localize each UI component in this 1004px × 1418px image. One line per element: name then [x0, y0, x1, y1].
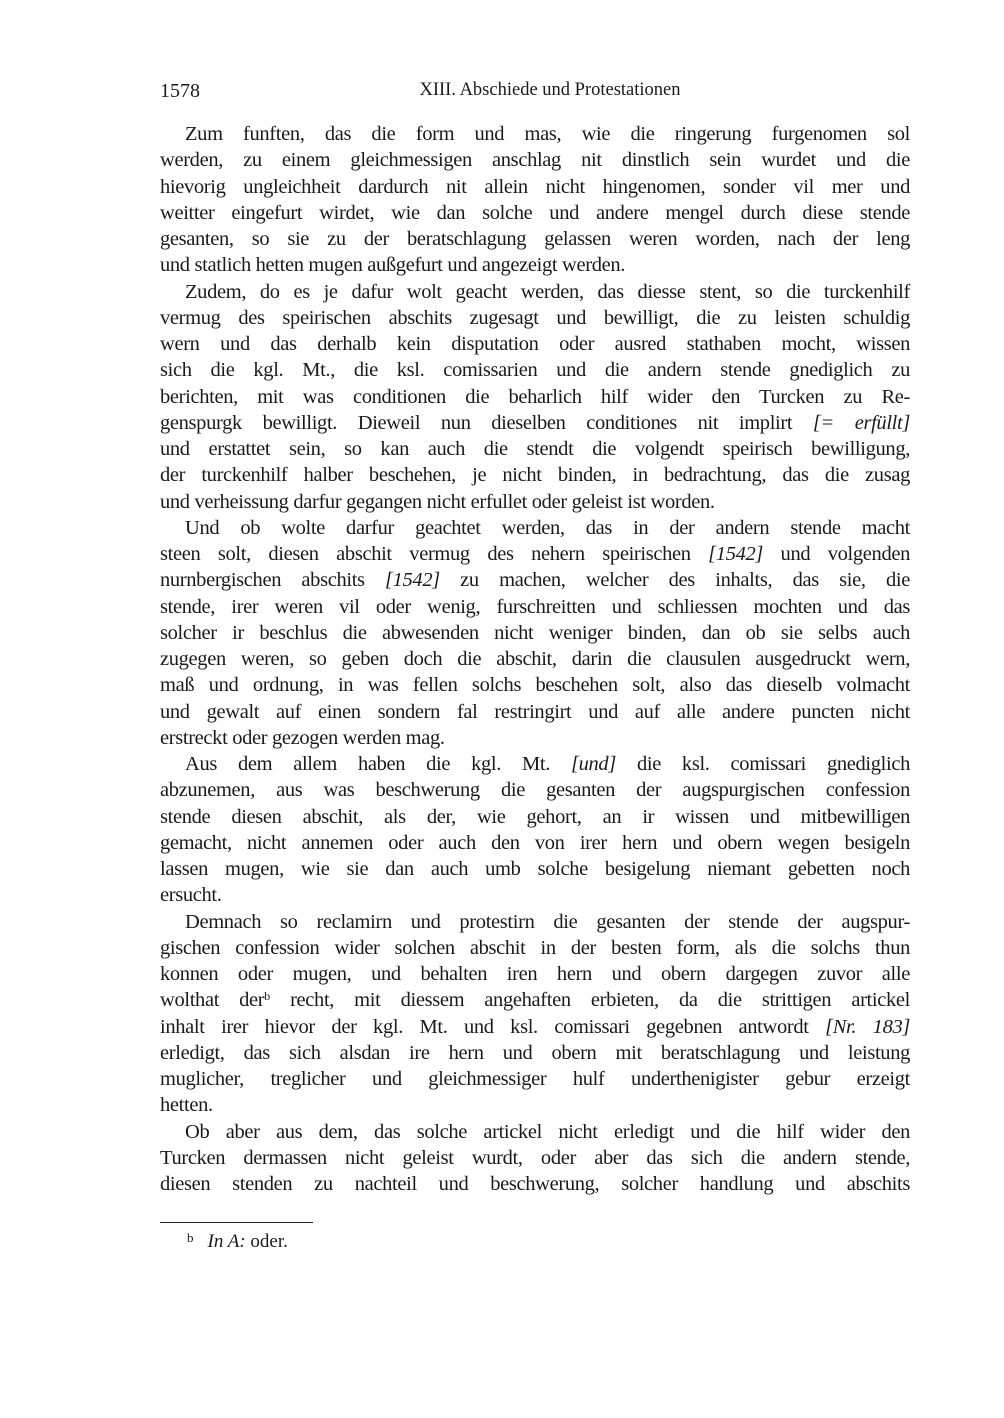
text-line — [160, 489, 910, 515]
text-segment: solcher ir beschlus die abwesenden nicht weniger binden, dan ob sie selbs auch — [160, 621, 910, 644]
text-line — [160, 436, 910, 462]
text-line — [160, 672, 910, 698]
body-text — [160, 121, 910, 1197]
text-segment: und erstattet sein, so kan auch die stendt die volgendt speirisch bewilligung, — [160, 438, 910, 460]
text-segment: stende, irer weren vil oder wenig, furschreitten und schliessen mochten und das — [160, 595, 910, 618]
text-line — [160, 279, 910, 305]
text-segment: hetten. — [160, 1094, 213, 1117]
text-segment: werden, zu einem gleichmessigen anschlag nit dinstlich sein wurdet und die — [160, 149, 910, 172]
text-segment: diesen stenden zu nachteil und beschwerung, solcher handlung und abschits — [160, 1173, 910, 1195]
text-segment: zu machen, welcher des inhalts, das sie, die — [439, 569, 910, 592]
text-line — [160, 1092, 910, 1118]
text-line — [160, 594, 910, 620]
footnote-text: oder. — [245, 1231, 288, 1252]
text-segment: wern und das derhalb kein disputation oder ausred stathaben mocht, wissen — [160, 333, 910, 355]
text-segment: Turcken dermassen nicht geleist wurdt, oder aber das sich die andern stende, — [160, 1146, 910, 1169]
footnote-rule — [160, 1222, 313, 1223]
text-line — [160, 961, 910, 987]
text-segment: sich die kgl. Mt., die ksl. comissarien und die andern stende gnediglich zu — [160, 359, 910, 382]
text-segment: die ksl. comissari gnediglich — [615, 753, 910, 775]
editorial-note: [Nr. 183] — [825, 1015, 910, 1038]
text-line — [160, 357, 910, 383]
text-line — [160, 804, 910, 830]
text-line — [160, 777, 910, 803]
text-line — [160, 331, 910, 357]
text-segment: wolthat der — [160, 989, 265, 1012]
editorial-note: [1542] — [385, 569, 440, 592]
text-segment: gesanten, so sie zu der beratschlagung gelassen weren worden, nach der leng — [160, 228, 910, 250]
text-segment: erstreckt oder gezogen werden mag. — [160, 726, 445, 749]
text-line — [160, 935, 910, 961]
text-line — [160, 567, 910, 593]
text-segment: hievorig ungleichheit dardurch nit allein nicht hingenomen, sonder vil mer und — [160, 175, 910, 198]
text-line — [160, 1145, 910, 1171]
text-segment: und gewalt auf einen sondern fal restringirt und auf alle andere puncten nicht — [160, 700, 910, 723]
text-line — [160, 1014, 910, 1040]
text-line — [160, 1119, 910, 1145]
text-line — [160, 987, 910, 1013]
text-line — [160, 1040, 910, 1066]
text-line — [160, 226, 910, 252]
text-segment: steen solt, diesen abschit vermug des nehern speirischen — [160, 543, 709, 565]
text-segment: konnen oder mugen, und behalten iren hern und obern dargegen zuvor alle — [160, 963, 910, 985]
text-segment: Zudem, do es je dafur wolt geacht werden, das diesse stent, so die turckenhilf — [185, 280, 910, 303]
editorial-note: [= erfüllt] — [812, 411, 910, 434]
text-segment: Und ob wolte darfur geachtet werden, das in der andern stende macht — [185, 516, 910, 539]
text-line — [160, 515, 910, 541]
text-line — [160, 200, 910, 226]
editorial-note: [1542] — [708, 543, 764, 565]
text-segment: und volgenden — [763, 543, 910, 565]
text-segment: inhalt irer hievor der kgl. Mt. und ksl. comissari gegebnen antwordt — [160, 1015, 826, 1038]
text-segment: stende diesen abschit, als der, wie gehort, an ir wissen und mitbewilligen — [160, 805, 910, 828]
footnote-mark: b — [187, 1230, 194, 1245]
text-line — [160, 462, 910, 488]
text-segment: Demnach so reclamirn und protestirn die gesanten der stende der augspur- — [185, 910, 910, 933]
text-segment: Zum funften, das die form und mas, wie die ringerung furgenomen sol — [185, 123, 910, 145]
text-segment: abzunemen, aus was beschwerung die gesanten der augspurgischen confession — [160, 779, 910, 802]
text-segment: zugegen weren, so geben doch die abschit, darin die clausulen ausgedruckt wern, — [160, 648, 910, 670]
text-segment: weitter eingefurt wirdet, wie dan solche und andere mengel durch diese stende — [160, 201, 910, 224]
text-line — [160, 830, 910, 856]
text-line — [160, 121, 910, 147]
text-line — [160, 882, 910, 908]
text-line — [160, 909, 910, 935]
text-segment: maß und ordnung, in was fellen solchs beschehen solt, also das dieselb volmacht — [160, 674, 910, 697]
text-segment: und verheissung darfur gegangen nicht erfullet oder geleist ist worden. — [160, 490, 715, 513]
text-segment: genspurgk bewilligt. Dieweil nun dieselben conditiones nit implirt — [160, 411, 813, 434]
text-segment: recht, mit diessem angehaften erbieten, da die strittigen artickel — [269, 989, 910, 1012]
text-line — [160, 856, 910, 882]
footnote — [187, 1230, 288, 1253]
text-line — [160, 305, 910, 331]
editorial-note: [und] — [571, 753, 616, 775]
text-segment: ersucht. — [160, 884, 222, 907]
text-line — [160, 699, 910, 725]
text-segment: muglicher, treglicher und gleichmessiger hulf underthenigister gebur erzeigt — [160, 1068, 910, 1090]
text-line — [160, 725, 910, 751]
text-line — [160, 1171, 910, 1197]
text-segment: und statlich hetten mugen außgefurt und angezeigt werden. — [160, 254, 626, 277]
text-segment: Ob aber aus dem, das solche artickel nicht erledigt und die hilf wider den — [185, 1120, 910, 1143]
footnote-reference: b — [264, 989, 270, 1004]
text-segment: Aus dem allem haben die kgl. Mt. — [185, 753, 571, 775]
text-line — [160, 541, 910, 567]
text-segment: der turckenhilf halber beschehen, je nicht binden, in bedrachtung, das die zusag — [160, 464, 910, 487]
text-line — [160, 384, 910, 410]
footnote-label: In A: — [207, 1231, 246, 1252]
running-title: XIII. Abschiede und Protestationen — [419, 80, 681, 100]
page-number: 1578 — [160, 80, 200, 102]
text-line — [160, 646, 910, 672]
text-line — [160, 147, 910, 173]
text-segment: gemacht, nicht annemen oder auch den von irer hern und obern wegen besigeln — [160, 831, 910, 854]
text-segment: gischen confession wider solchen abschit in der besten form, als die solchs thun — [160, 936, 910, 959]
page-header — [160, 80, 910, 106]
text-segment: nurnbergischen abschits — [160, 569, 385, 592]
text-line — [160, 1066, 910, 1092]
text-segment: lassen mugen, wie sie dan auch umb solche besigelung niemant gebetten noch — [160, 858, 910, 880]
text-line — [160, 252, 910, 278]
text-segment: vermug des speirischen abschits zugesagt und bewilligt, die zu leisten schuldig — [160, 306, 910, 329]
text-segment: erledigt, das sich alsdan ire hern und obern mit beratschlagung und leistung — [160, 1041, 910, 1064]
text-line — [160, 410, 910, 436]
text-line — [160, 751, 910, 777]
text-line — [160, 174, 910, 200]
text-segment: berichten, mit was conditionen die beharlich hilf wider den Turcken zu Re- — [160, 385, 910, 408]
text-line — [160, 620, 910, 646]
